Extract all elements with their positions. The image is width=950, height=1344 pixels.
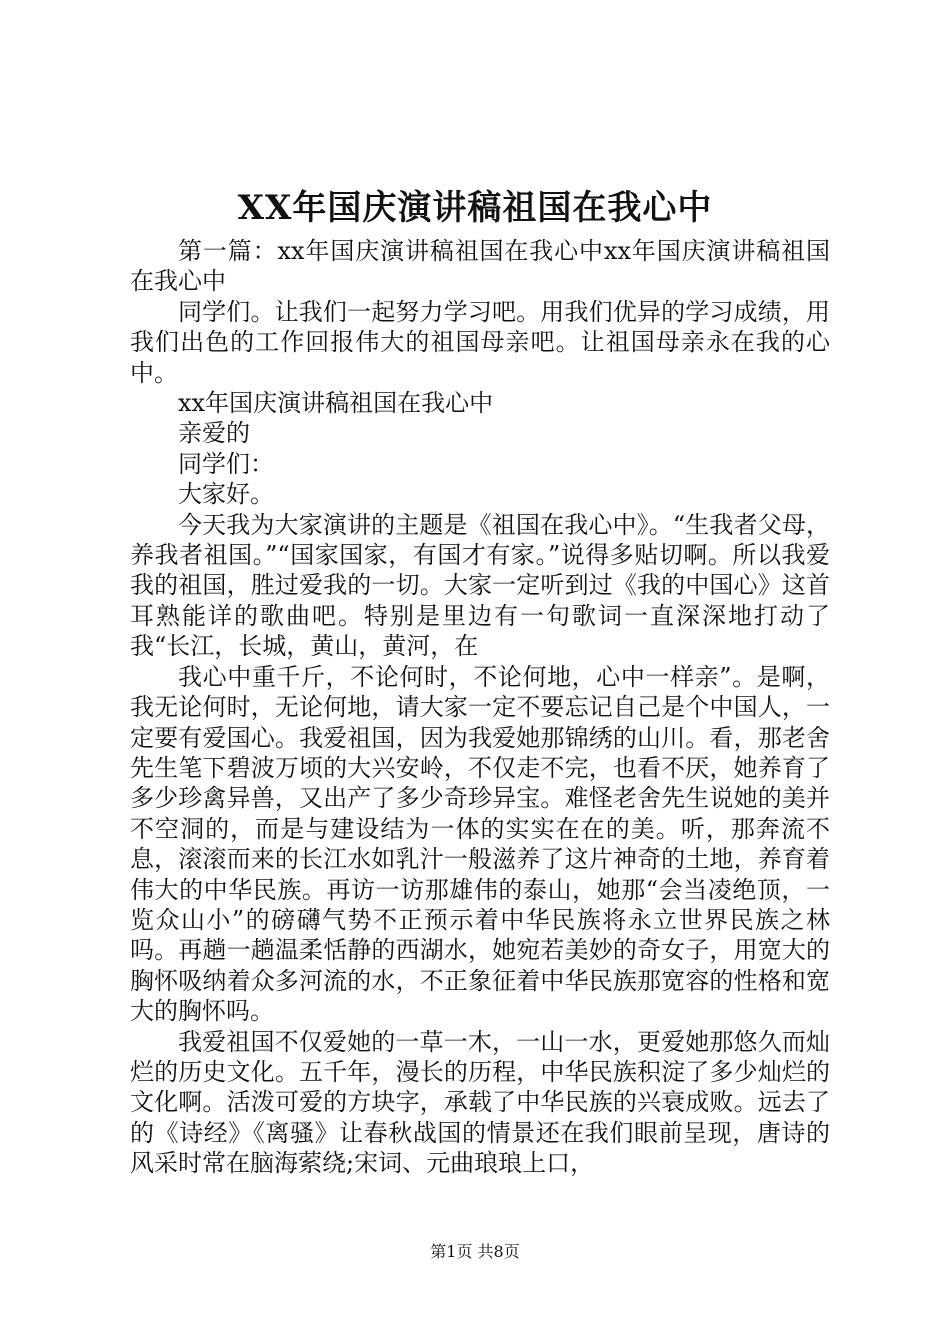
document-body: [130, 236, 830, 1179]
paragraph: 同学们。让我们一起努力学习吧。用我们优异的学习成绩，用我们出色的工作回报伟大的祖国母亲吧。让祖国母亲永在我的心中。: [130, 297, 830, 387]
paragraph: 同学们：: [178, 449, 274, 478]
paragraph: 今天我为大家演讲的主题是《祖国在我心中》。“生我者父母，养我者祖国。”“国家国家，有国才有家。”说得多贴切啊。所以我爱我的祖国，胜过爱我的一切。大家一定听到过《我的中国心》这首耳熟能详的歌曲吧。特别是里边有一句歌词一直深深地打动了我“长江，长城，黄山，黄河，在: [130, 510, 830, 661]
document-title: XX年国庆演讲稿祖国在我心中: [237, 188, 713, 228]
paragraph: 亲爱的: [178, 419, 250, 448]
page-footer: 第1页 共8页: [430, 1242, 520, 1261]
paragraph: 我心中重千斤，不论何时，不论何地，心中一样亲”。是啊，我无论何时，无论何地，请大家一定不要忘记自己是个中国人，一定要有爱国心。我爱祖国，因为我爱她那锦绣的山川。看，那老舍先生笔下碧波万顷的大兴安岭，不仅走不完，也看不厌，她养育了多少珍禽异兽，又出产了多少奇珍异宝。难怪老舍先生说她的美并不空洞的，而是与建设结为一体的实实在在的美。听，那奔流不息，滚滚而来的长江水如乳汁一般滋养了这片神奇的土地，养育着伟大的中华民族。再访一访那雄伟的泰山，她那“会当凌绝顶，一览众山小”的磅礴气势不正预示着中华民族将永立世界民族之林吗。再趟一趟温柔恬静的西湖水，她宛若美妙的奇女子，用宽大的胸怀吸纳着众多河流的水，不正象征着中华民族那宽容的性格和宽大的胸怀吗。: [130, 662, 830, 1026]
paragraph: 大家好。: [178, 480, 274, 509]
paragraph: xx年国庆演讲稿祖国在我心中: [178, 389, 494, 418]
paragraph: 我爱祖国不仅爱她的一草一木，一山一水，更爱她那悠久而灿烂的历史文化。五千年，漫长的历程，中华民族积淀了多少灿烂的文化啊。活泼可爱的方块字，承载了中华民族的兴衰成败。远去了的《诗经》《离骚》让春秋战国的情景还在我们眼前呈现，唐诗的风采时常在脑海萦绕;宋词、元曲琅琅上口，: [130, 1027, 830, 1178]
paragraph: 第一篇：xx年国庆演讲稿祖国在我心中xx年国庆演讲稿祖国在我心中: [130, 237, 830, 296]
